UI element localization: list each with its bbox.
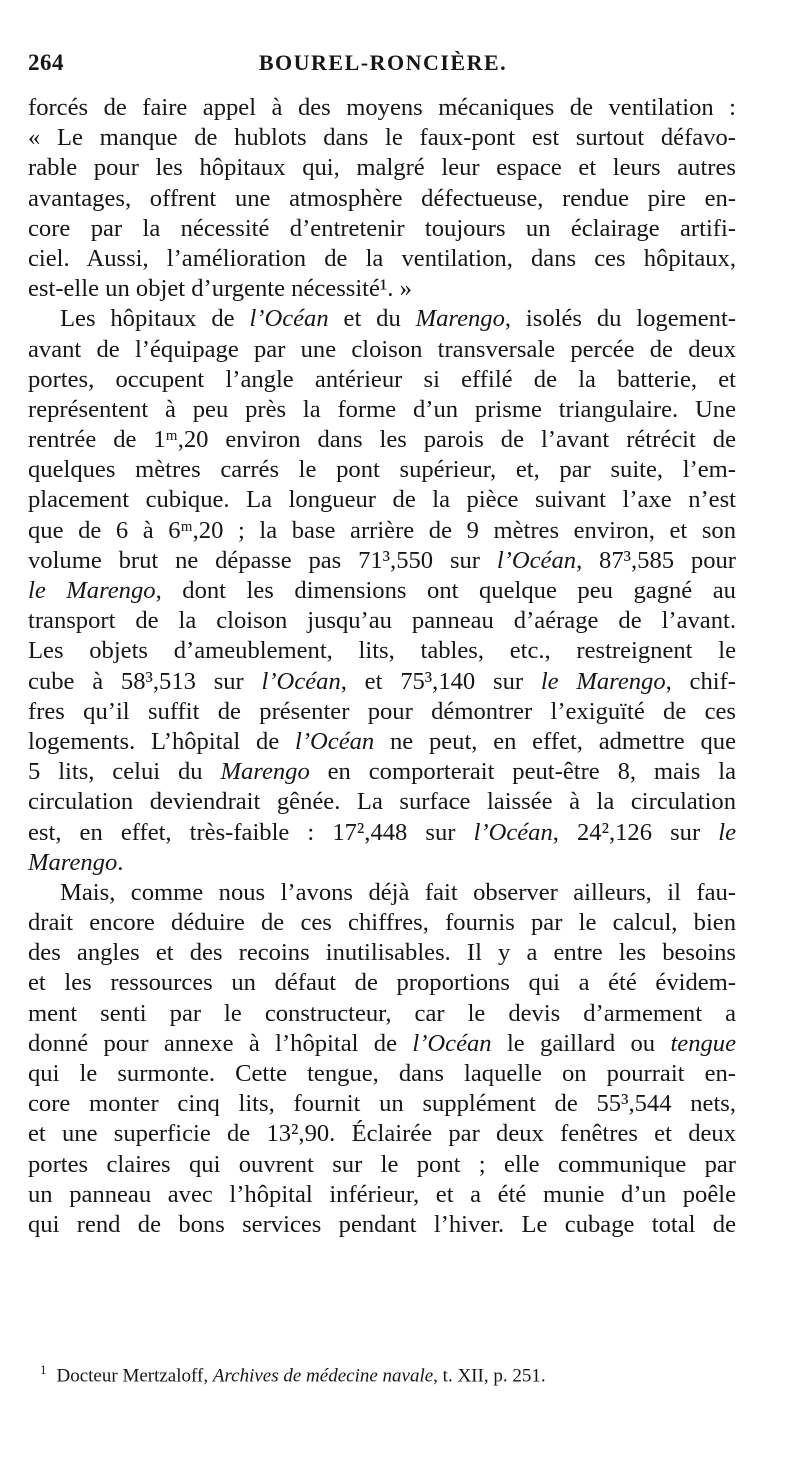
text-line: Marengo. — [28, 848, 124, 876]
text-line: quelques mètres carrés le pont supérieur, et, par suite, l’em- — [28, 456, 736, 484]
text-line: des angles et des recoins inutilisables. Il y a entre les besoins — [28, 939, 736, 967]
text-line: et les ressources un défaut de proportions qui a été évidem- — [28, 969, 736, 997]
text-line: ment senti par le constructeur, car le devis d’armement a — [28, 999, 736, 1027]
text-line: et une superficie de 13²,90. Éclairée par deux fenêtres et deux — [28, 1120, 736, 1148]
text-line: qui rend de bons services pendant l’hiver. Le cubage total de — [28, 1210, 736, 1238]
text-line: le Marengo, dont les dimensions ont quelque peu gagné au — [28, 577, 736, 604]
text-line: donné pour annexe à l’hôpital de l’Océan le gaillard ou tengue — [28, 1029, 737, 1057]
text-line: que de 6 à 6ᵐ,20 ; la base arrière de 9 mètres environ, et son — [28, 516, 736, 544]
text-line: placement cubique. La longueur de la pièce suivant l’axe n’est — [28, 486, 736, 514]
text-line: core par la nécessité d’entretenir toujours un éclairage artifi- — [28, 214, 736, 242]
text-line: portes, occupent l’angle antérieur si effilé de la batterie, et — [28, 365, 736, 393]
text-line: rable pour les hôpitaux qui, malgré leur espace et leurs autres — [28, 154, 736, 182]
footnote-text-before: Docteur Mertzaloff, — [56, 1365, 213, 1387]
text-line: avantages, offrent une atmosphère défectueuse, rendue pire en- — [28, 184, 736, 212]
footnote-journal-title: Archives de médecine navale — [212, 1365, 434, 1387]
footnote-marker: 1 — [40, 1362, 47, 1377]
page-number: 264 — [28, 50, 64, 75]
text-line: fres qu’il suffit de présenter pour démontrer l’exiguïté de ces — [28, 697, 736, 725]
text-line: Les hôpitaux de l’Océan et du Marengo, isolés du logement- — [60, 305, 736, 333]
text-line: volume brut ne dépasse pas 71³,550 sur l’Océan, 87³,585 pour — [28, 546, 736, 574]
page-header — [28, 46, 738, 86]
footnote-text-after: , t. XII, p. 251. — [433, 1365, 546, 1387]
text-line: un panneau avec l’hôpital inférieur, et a été munie d’un poêle — [28, 1180, 736, 1208]
text-line: avant de l’équipage par une cloison transversale percée de deux — [28, 335, 736, 363]
text-line: ciel. Aussi, l’amélioration de la ventilation, dans ces hôpitaux, — [28, 244, 736, 272]
text-line: logements. L’hôpital de l’Océan ne peut, en effet, admettre que — [28, 727, 736, 755]
footnote — [40, 1358, 740, 1388]
body-text — [28, 93, 736, 1240]
text-line: core monter cinq lits, fournit un supplément de 55³,544 nets, — [28, 1090, 736, 1118]
text-line: 5 lits, celui du Marengo en comporterait peut-être 8, mais la — [28, 758, 737, 786]
text-line: représentent à peu près la forme d’un prisme triangulaire. Une — [28, 395, 736, 423]
text-line: est, en effet, très-faible : 17²,448 sur l’Océan, 24²,126 sur le — [28, 818, 736, 846]
text-line: qui le surmonte. Cette tengue, dans laquelle on pourrait en- — [28, 1060, 736, 1087]
text-line: forcés de faire appel à des moyens mécaniques de ventilation : — [28, 94, 736, 121]
text-line: transport de la cloison jusqu’au panneau d’aérage de l’avant. — [28, 607, 736, 635]
text-line: cube à 58³,513 sur l’Océan, et 75³,140 sur le Marengo, chif- — [28, 667, 736, 695]
text-line: drait encore déduire de ces chiffres, fournis par le calcul, bien — [28, 909, 736, 937]
text-line: rentrée de 1ᵐ,20 environ dans les parois de l’avant rétrécit de — [28, 426, 736, 454]
text-line: Mais, comme nous l’avons déjà fait observer ailleurs, il fau- — [60, 878, 736, 906]
text-line: portes claires qui ouvrent sur le pont ; elle communique par — [28, 1150, 736, 1178]
text-line: « Le manque de hublots dans le faux-pont est surtout défavo- — [28, 124, 736, 152]
text-line: circulation deviendrait gênée. La surface laissée à la circulation — [28, 788, 736, 816]
text-line: Les objets d’ameublement, lits, tables, etc., restreignent le — [28, 637, 736, 665]
text-line: est-elle un objet d’urgente nécessité¹. » — [28, 275, 412, 303]
running-head: BOUREL-RONCIÈRE. — [258, 50, 508, 75]
